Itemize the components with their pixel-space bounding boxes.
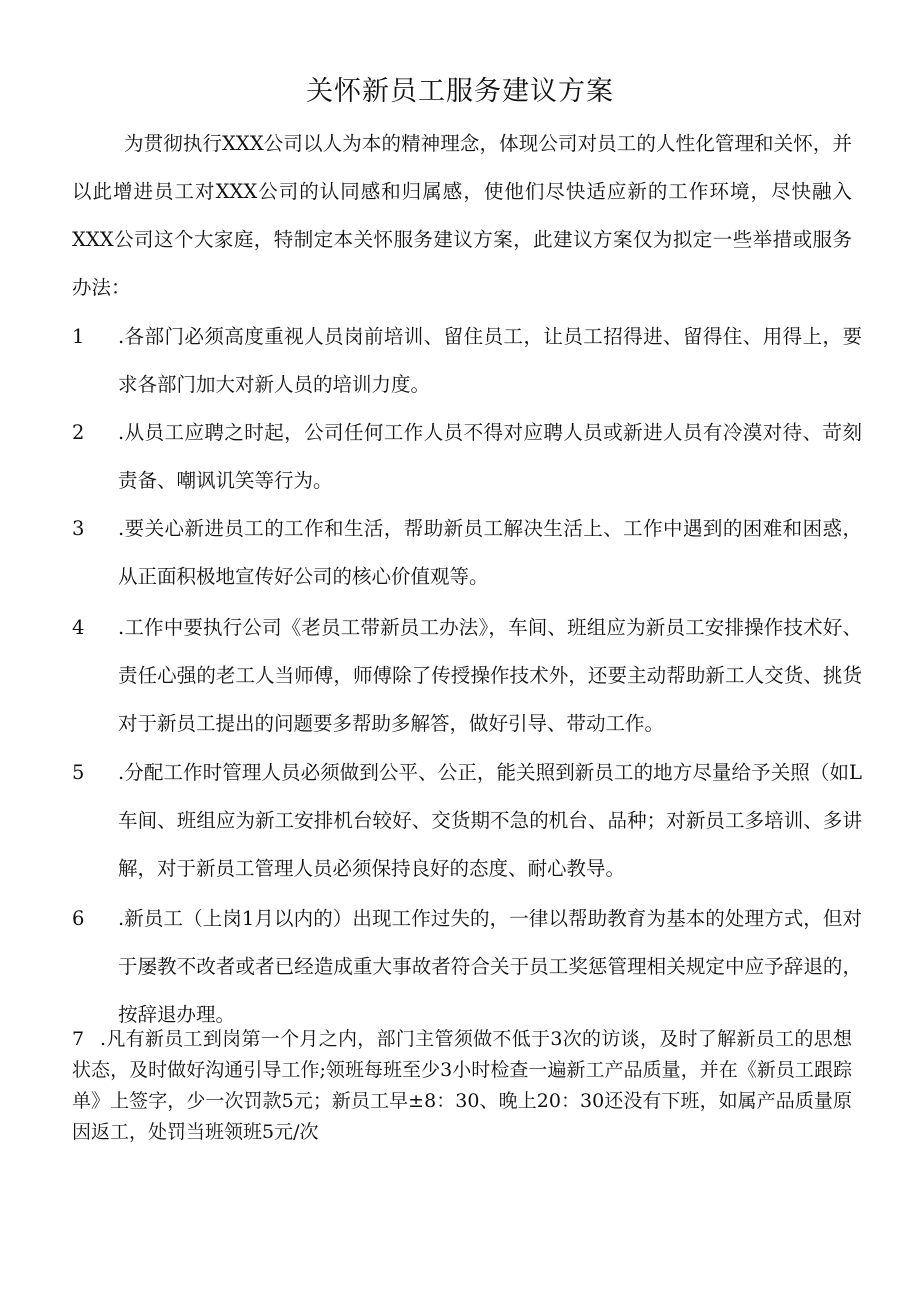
- list-item-text: .新员工（上岗1月以内的）出现工作过失的，一律以帮助教育为基本的处理方式，但对于屡教不改者或者已经造成重大事故者符合关于员工奖惩管理相关规定中应予辞退的，按辞退办理。: [118, 907, 862, 1026]
- list-item-number: 5: [72, 761, 85, 784]
- list-item: [72, 604, 862, 748]
- list-item-text: .从员工应聘之时起，公司任何工作人员不得对应聘人员或新进人员有冷漠对待、苛刻责备、嘲讽讥笑等行为。: [118, 421, 862, 492]
- list-item: [72, 1024, 852, 1148]
- list-item-text: .要关心新进员工的工作和生活，帮助新员工解决生活上、工作中遇到的困难和困惑，从正面积极地宣传好公司的核心价值观等。: [118, 517, 862, 588]
- list-item-text: .分配工作时管理人员必须做到公平、公正，能关照到新员工的地方尽量给予关照（如L车间、班组应为新工安排机台较好、交货期不急的机台、品种；对新员工多培训、多讲解，对于新员工管理人员必须保持良好的态度、耐心教导。: [118, 761, 862, 880]
- list-item-text: .各部门必须高度重视人员岗前培训、留住员工，让员工招得进、留得住、用得上，要求各部门加大对新人员的培训力度。: [118, 325, 862, 396]
- list-item-number: 1: [72, 325, 85, 348]
- list-item: [72, 313, 862, 409]
- list-item: [72, 749, 862, 893]
- list-item-number: 6: [72, 907, 85, 930]
- list-item-number: 7: [72, 1028, 85, 1050]
- list-item-text: .工作中要执行公司《老员工带新员工办法》，车间、班组应为新员工安排操作技术好、责任心强的老工人当师傅，师傅除了传授操作技术外，还要主动帮助新工人交货、挑货对于新员工提出的问题要多帮助多解答，做好引导、带动工作。: [118, 616, 862, 735]
- list-item-number: 4: [72, 616, 85, 639]
- list-item-number: 2: [72, 421, 85, 444]
- intro-paragraph: 为贯彻执行XXX公司以人为本的精神理念，体现公司对员工的人性化管理和关怀，并以此增进员工对XXX公司的认同感和归属感，使他们尽快适应新的工作环境，尽快融入XXX公司这个大家庭，特制定本关怀服务建议方案，此建议方案仅为拟定一些举措或服务办法：: [72, 132, 852, 299]
- list-item: [72, 409, 862, 505]
- list-item: [72, 895, 862, 1039]
- list-item: [72, 505, 862, 601]
- list-item-number: 3: [72, 517, 85, 540]
- document-title: 关怀新员工服务建议方案: [306, 76, 614, 107]
- list-item-text: .凡有新员工到岗第一个月之内，部门主管须做不低于3次的访谈，及时了解新员工的思想状态，及时做好沟通引导工作;领班每班至少3小时检查一遍新工产品质量，并在《新员工跟踪单》上签字，少一次罚款5元；新员工早±8：30、晚上20：30还没有下班，如属产品质量原因返工，处罚当班领班5元/次: [72, 1028, 852, 1143]
